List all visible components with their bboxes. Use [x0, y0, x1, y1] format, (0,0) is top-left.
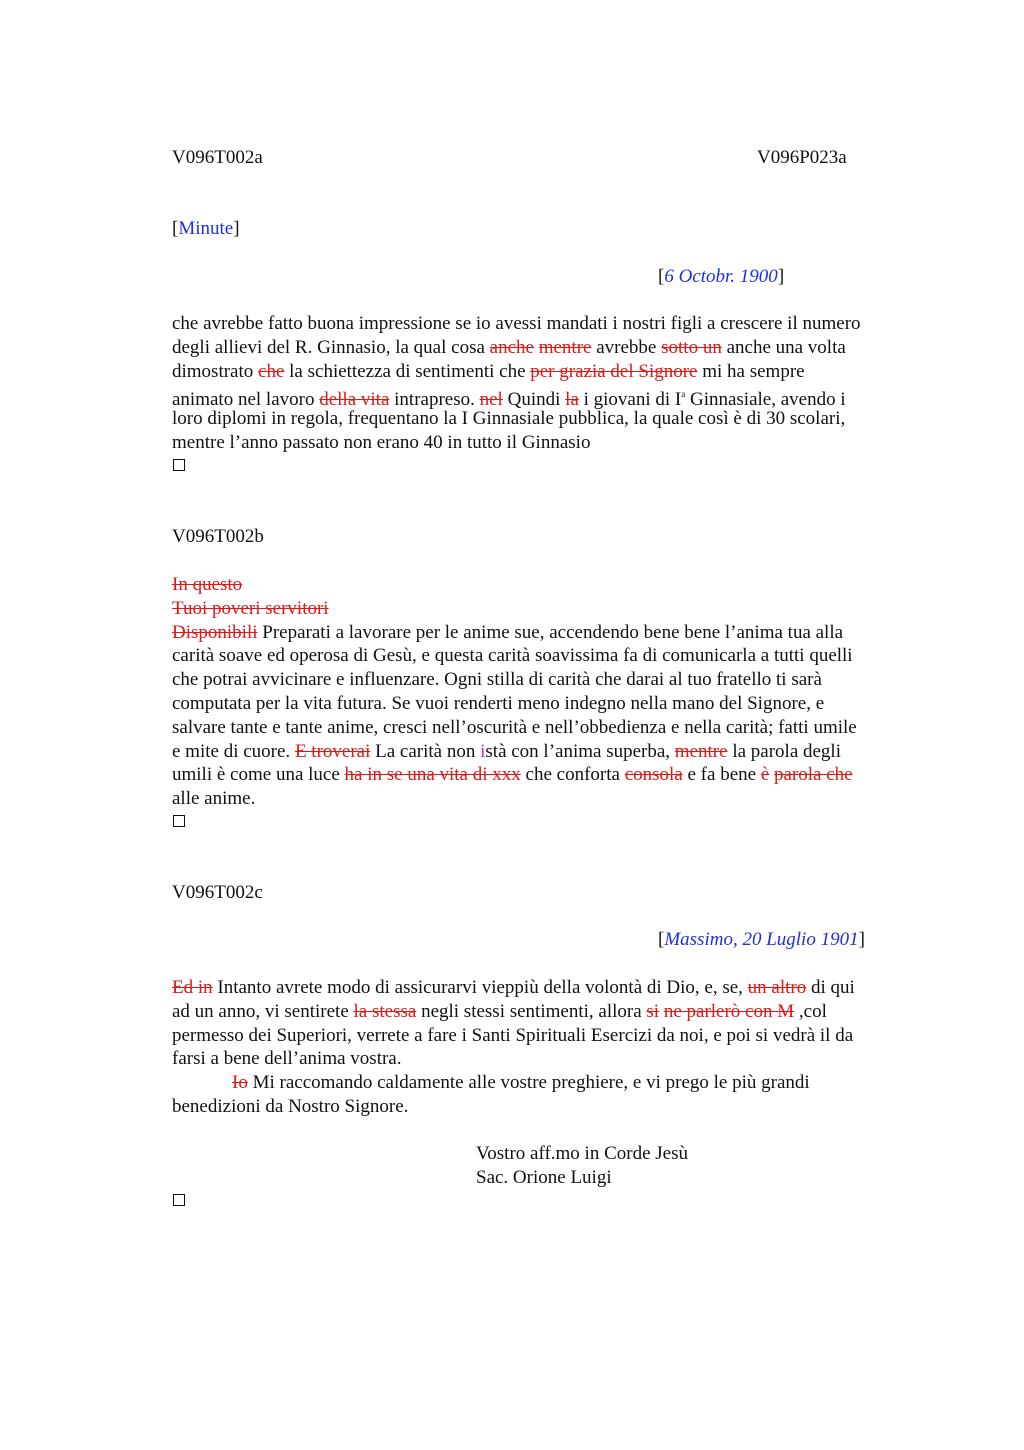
deleted-text: In questo	[172, 574, 243, 595]
deleted-text: che	[258, 360, 285, 382]
date-a: [6 Octobr. 1900]	[658, 266, 785, 287]
deleted-text: la	[565, 389, 579, 411]
text-line	[172, 360, 932, 384]
deleted-text: è	[760, 764, 770, 786]
superscript: a	[681, 389, 686, 400]
deleted-text: della vita	[319, 389, 390, 411]
section-code-b: V096T002b	[172, 526, 264, 547]
signature-line-1: Vostro aff.mo in Corde Jesù	[476, 1143, 688, 1164]
text-line	[172, 431, 932, 455]
text-line	[172, 407, 932, 431]
text-line	[172, 716, 932, 740]
deleted-text: sotto un	[661, 336, 722, 358]
end-marker-box-c	[173, 1194, 185, 1206]
text-segment: ad un anno, vi sentirete	[172, 1000, 354, 1022]
text-segment: benedizioni da Nostro Signore.	[172, 1095, 409, 1117]
text-segment: loro diplomi in regola, frequentano la I Ginnasiale pubblica, la quale così è di 30 scolari,	[172, 408, 846, 430]
text-line	[172, 740, 932, 764]
text-line	[172, 692, 932, 716]
text-segment: Preparati a lavorare per le anime sue, accendendo bene bene l’anima tua alla	[257, 621, 844, 643]
text-segment: computata per la vita futura. Se vuoi renderti meno indegno nella mano del Signore, e	[172, 692, 825, 714]
text-segment: mentre l’anno passato non erano 40 in tutto il Ginnasio	[172, 431, 591, 453]
text-segment: degli allievi del R. Ginnasio, la qual cosa	[172, 336, 490, 358]
section-code-a: V096T002a	[172, 147, 263, 168]
text-segment: carità soave ed operosa di Gesù, e questa carità soavissima fa di comunicarla a tutti quelli	[172, 645, 853, 667]
deleted-text: ne parlerò con M	[663, 1000, 795, 1022]
page-code: V096P023a	[757, 147, 847, 168]
deleted-text: ha in se una vita di xxx	[344, 764, 521, 786]
text-line	[172, 621, 932, 645]
deleted-text: nel	[479, 389, 503, 411]
deleted-text: la stessa	[353, 1000, 417, 1022]
paragraph-a	[172, 312, 932, 455]
deleted-text: mentre	[674, 740, 728, 762]
text-line	[172, 1047, 932, 1071]
text-segment: anche una volta	[721, 336, 846, 358]
deleted-text: mentre	[538, 336, 592, 358]
signature-line-2: Sac. Orione Luigi	[476, 1167, 612, 1188]
text-segment: umili è come una luce	[172, 764, 345, 786]
text-segment: ,col	[794, 1000, 827, 1022]
section-code-c: V096T002c	[172, 882, 263, 903]
deleted-text: anche	[489, 336, 534, 358]
text-line	[172, 763, 932, 787]
text-segment: farsi a bene dell’anima vostra.	[172, 1048, 402, 1070]
deleted-text: E troverai	[294, 740, 371, 762]
text-segment: che conforta	[520, 764, 625, 786]
paragraph-c	[172, 976, 932, 1119]
minute-label: [Minute]	[172, 218, 240, 239]
deleted-text: Tuoi poveri servitori	[172, 597, 329, 619]
text-segment: e fa bene	[682, 764, 761, 786]
text-line	[172, 976, 932, 1000]
text-line	[172, 787, 932, 811]
text-segment: alle anime.	[172, 788, 256, 810]
text-segment: mi ha sempre	[697, 360, 805, 382]
text-segment: avrebbe	[591, 336, 662, 358]
deleted-text: un altro	[747, 977, 807, 998]
end-marker-box-b	[173, 815, 185, 827]
text-line	[172, 1095, 932, 1119]
text-segment: che avrebbe fatto buona impressione se io avessi mandati i nostri figli a crescere il numero	[172, 313, 861, 334]
text-segment: negli stessi sentimenti, allora	[416, 1000, 647, 1022]
text-segment: dimostrato	[172, 360, 259, 382]
text-segment: Intanto avrete modo di assicurarvi vieppiù della volontà di Dio, e, se,	[212, 977, 748, 998]
text-line	[172, 668, 932, 692]
text-line	[172, 336, 932, 360]
paragraph-b	[172, 573, 932, 811]
text-segment: stà con l’anima superba,	[485, 740, 675, 762]
text-line	[172, 573, 932, 597]
text-segment: animato nel lavoro	[172, 389, 320, 411]
text-line	[172, 644, 932, 668]
text-segment: di qui	[806, 977, 855, 998]
text-line	[172, 1024, 932, 1048]
text-line	[172, 1000, 932, 1024]
deleted-text: Disponibili	[172, 621, 258, 643]
text-line	[172, 312, 932, 336]
text-segment: intrapreso.	[389, 389, 480, 411]
inserted-text: i	[480, 740, 486, 762]
deleted-text: consola	[624, 764, 683, 786]
text-segment: salvare tante e tante anime, cresci nell’oscurità e nell’obbedienza e nella carità; fatti umile	[172, 716, 857, 738]
text-segment: La carità non	[370, 740, 481, 762]
date-c: [Massimo, 20 Luglio 1901]	[658, 929, 865, 950]
text-segment: la schiettezza di sentimenti che	[284, 360, 531, 382]
text-segment: Quindi	[502, 389, 566, 411]
deleted-text: parola che	[774, 764, 853, 786]
date-a-text: 6 Octobr. 1900	[664, 266, 778, 287]
text-segment: Ginnasiale, avendo i	[685, 389, 846, 411]
date-c-text: Massimo, 20 Luglio 1901	[664, 929, 859, 950]
end-marker-box-a	[173, 459, 185, 471]
deleted-text: Ed in	[172, 977, 213, 998]
deleted-text: per grazia del Signore	[530, 360, 698, 382]
text-segment: e mite di cuore.	[172, 740, 295, 762]
text-line	[172, 383, 932, 411]
text-segment: che potrai avvicinare e influenzare. Ogni stilla di carità che darai al tuo fratello ti sarà	[172, 669, 822, 691]
text-segment: Mi raccomando caldamente alle vostre preghiere, e vi prego le più grandi	[247, 1072, 810, 1094]
text-segment: la parola degli	[727, 740, 841, 762]
minute-label-text: Minute	[178, 218, 234, 239]
text-line	[172, 1071, 932, 1095]
text-line	[172, 597, 932, 621]
text-segment: i giovani di I	[578, 389, 682, 411]
deleted-text: si	[646, 1000, 660, 1022]
deleted-text: Io	[232, 1072, 248, 1094]
text-segment: permesso dei Superiori, verrete a fare i Santi Spirituali Esercizi da noi, e poi si vedrà il da	[172, 1024, 854, 1046]
